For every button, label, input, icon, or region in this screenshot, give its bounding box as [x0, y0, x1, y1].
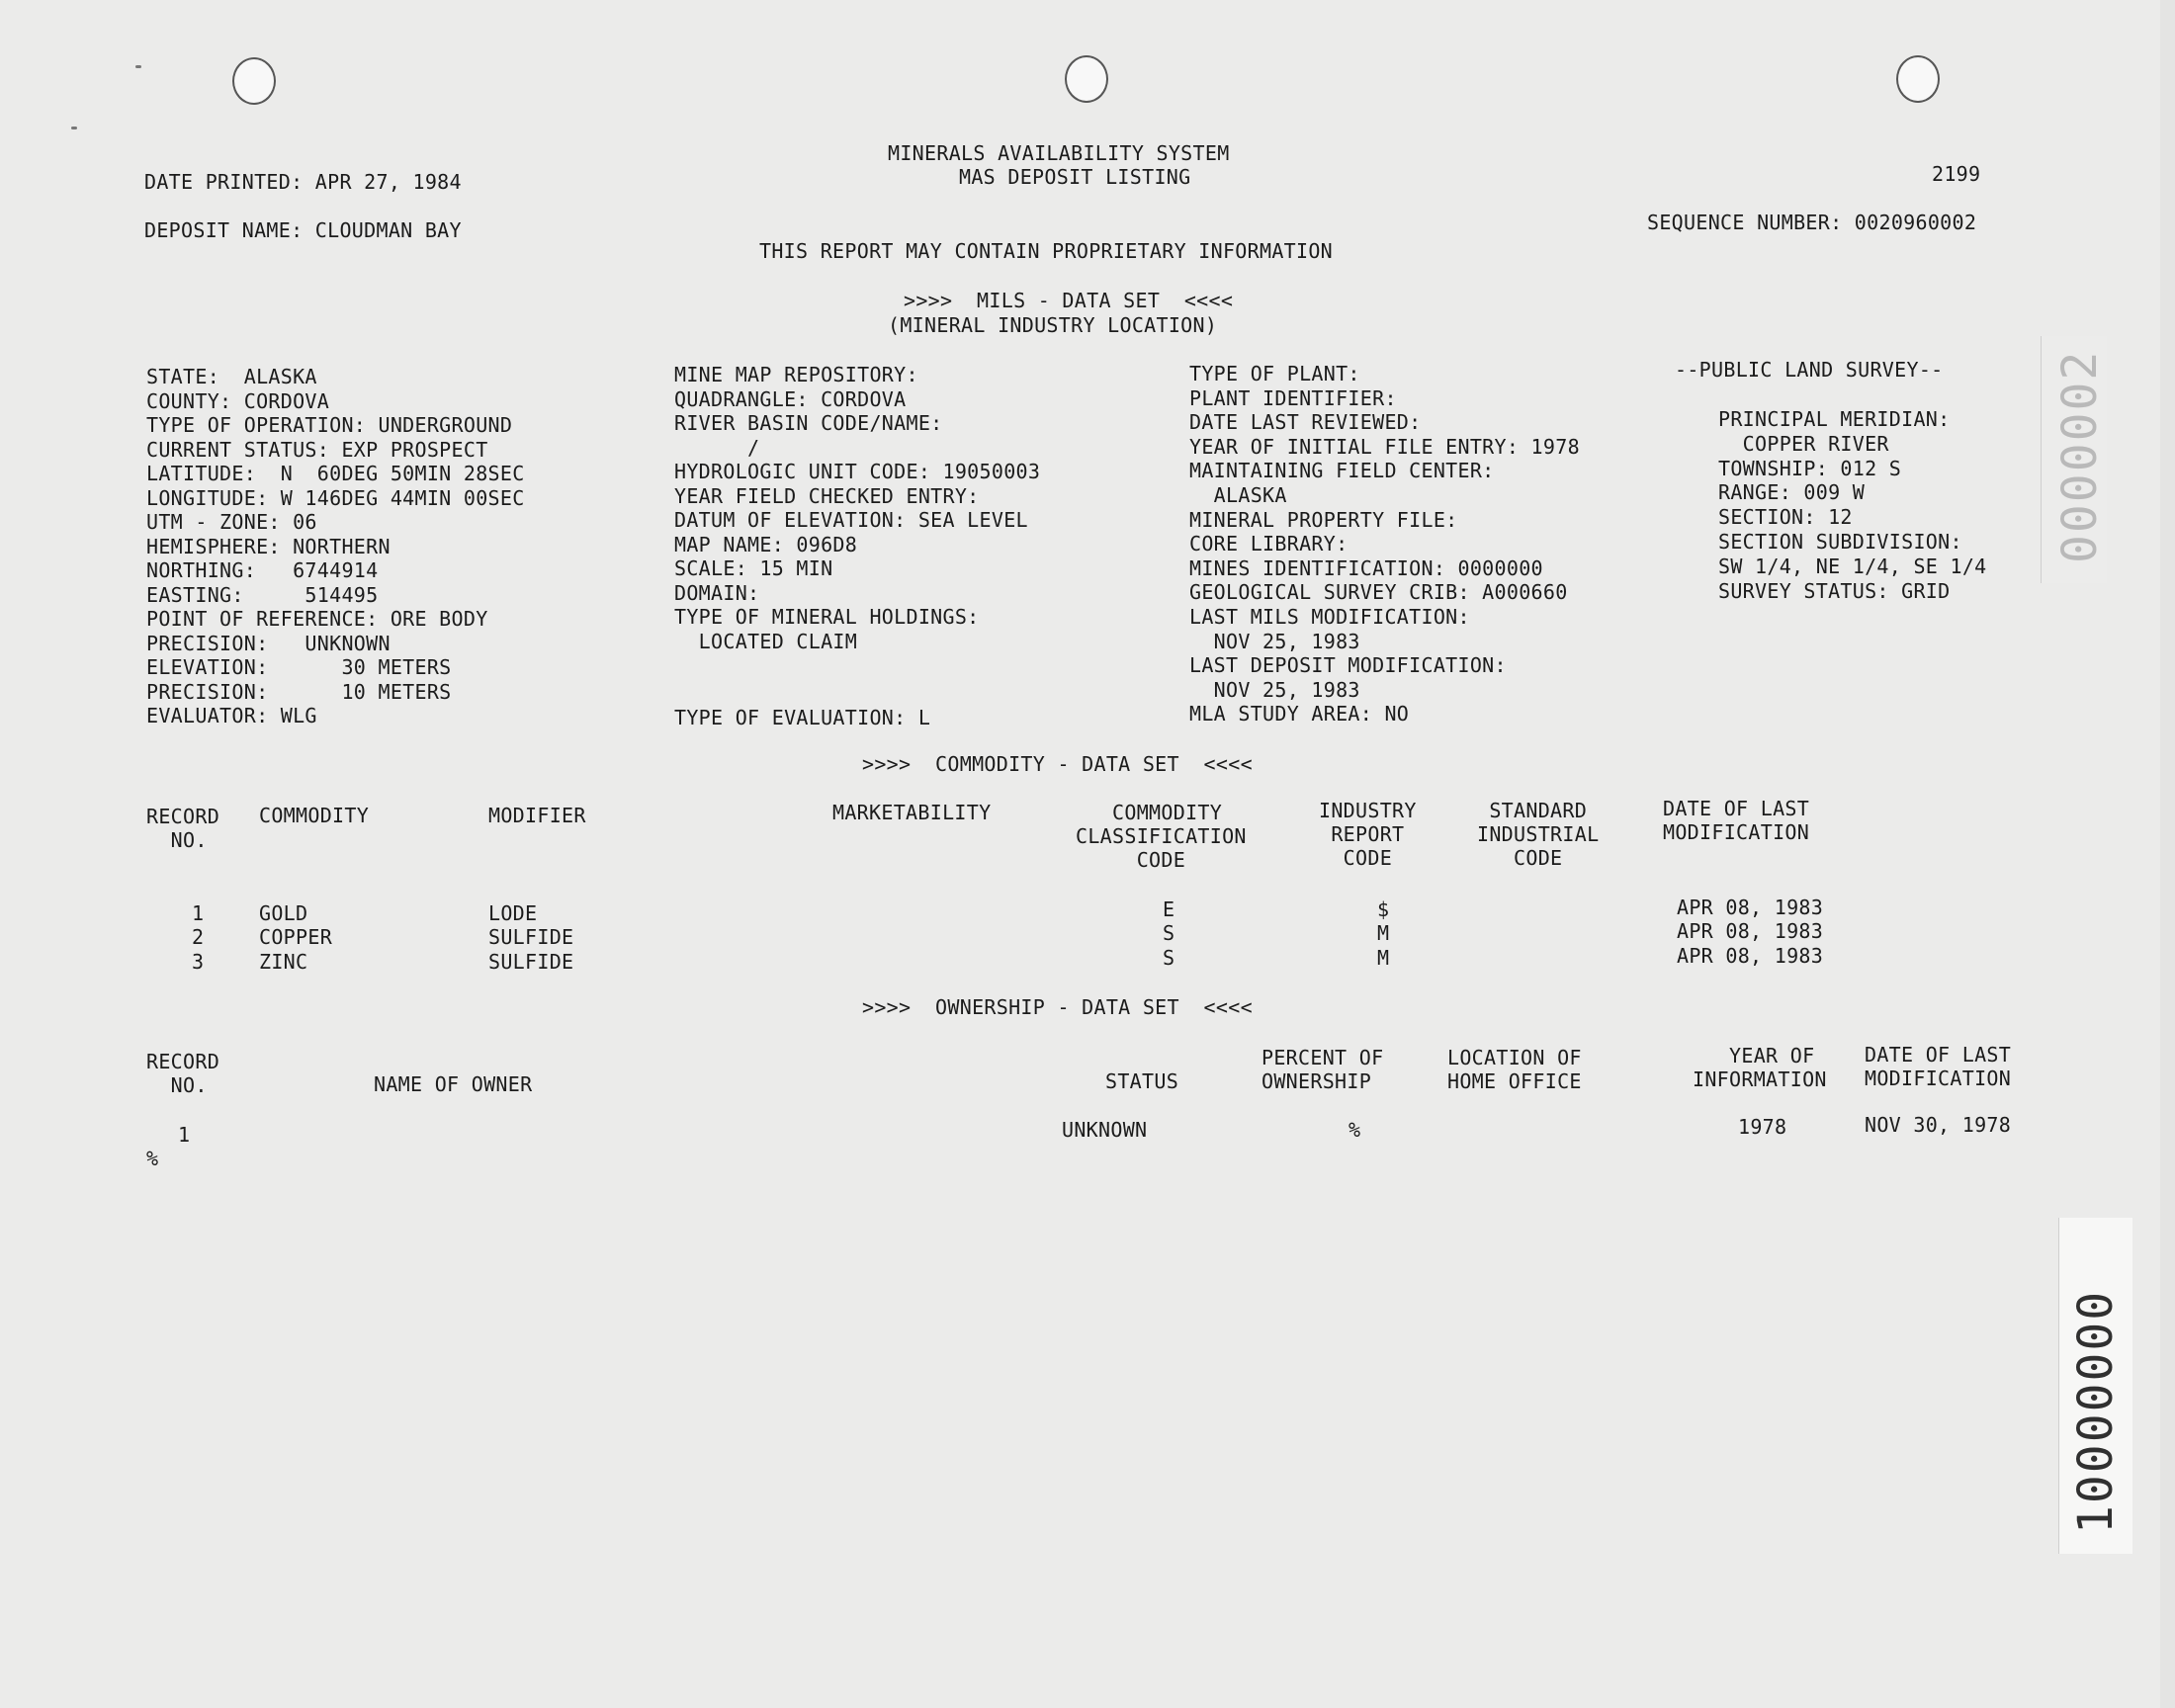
mils-field: DOMAIN:: [674, 580, 760, 605]
mils-field: LATITUDE: N 60DEG 50MIN 28SEC: [146, 462, 525, 485]
mils-field: ALASKA: [1189, 483, 1287, 507]
punch-hole-center: [1065, 55, 1108, 103]
mils-field: SW 1/4, NE 1/4, SE 1/4: [1718, 554, 1987, 578]
commodity-header-marketability: MARKETABILITY: [832, 801, 992, 824]
mils-field: COPPER RIVER: [1718, 431, 1889, 456]
ink-speck: [135, 65, 141, 68]
ownership-record-no: 1: [178, 1123, 191, 1147]
ownership-header-location: LOCATION OF HOME OFFICE: [1447, 1046, 1582, 1093]
mils-field: TYPE OF MINERAL HOLDINGS:: [674, 605, 980, 629]
commodity-date: APR 08, 1983: [1677, 919, 1824, 943]
commodity-date: APR 08, 1983: [1677, 944, 1824, 968]
commodity-header-record: RECORD NO.: [146, 805, 220, 852]
mils-field: YEAR OF INITIAL FILE ENTRY: 1978: [1189, 434, 1580, 459]
commodity-date: APR 08, 1983: [1677, 896, 1824, 919]
mils-field: YEAR FIELD CHECKED ENTRY:: [674, 483, 980, 508]
mils-field: NORTHING: 6744914: [146, 558, 379, 582]
page-edge: [2160, 0, 2175, 1708]
commodity-header-commodity: COMMODITY: [259, 804, 370, 827]
mils-field: NOV 25, 1983: [1189, 677, 1360, 702]
mils-field: TOWNSHIP: 012 S: [1718, 456, 1902, 480]
stamp-number-lower: 10000000: [2068, 1289, 2124, 1534]
punch-hole-right: [1896, 55, 1940, 103]
commodity-heading: >>>> COMMODITY - DATA SET <<<<: [862, 752, 1253, 776]
punch-hole-left: [232, 57, 276, 105]
mils-field: MAP NAME: 096D8: [674, 532, 858, 556]
mils-field: MAINTAINING FIELD CENTER:: [1189, 459, 1495, 483]
mils-field: LONGITUDE: W 146DEG 44MIN 00SEC: [146, 485, 525, 510]
mils-field: DATUM OF ELEVATION: SEA LEVEL: [674, 508, 1028, 532]
mils-field: EVALUATOR: WLG: [146, 704, 317, 727]
mils-field: POINT OF REFERENCE: ORE BODY: [146, 607, 488, 631]
commodity-header-classification: COMMODITY CLASSIFICATION CODE: [1076, 801, 1247, 872]
ownership-heading: >>>> OWNERSHIP - DATA SET <<<<: [862, 995, 1253, 1019]
mils-field: DATE LAST REVIEWED:: [1189, 410, 1422, 435]
commodity-header-industry-report: INDUSTRY REPORT CODE: [1319, 799, 1417, 870]
mils-field: PRECISION: UNKNOWN: [146, 631, 391, 655]
mils-field: SCALE: 15 MIN: [674, 556, 833, 580]
mils-field: ELEVATION: 30 METERS: [146, 655, 452, 679]
commodity-record-no: 3: [192, 950, 205, 974]
commodity-header-modifier: MODIFIER: [488, 804, 586, 827]
mils-field: PRECISION: 10 METERS: [146, 679, 452, 704]
commodity-name: GOLD: [259, 901, 308, 925]
ownership-date: NOV 30, 1978: [1865, 1113, 2012, 1137]
mils-field: HYDROLOGIC UNIT CODE: 19050003: [674, 460, 1041, 483]
commodity-report-code: M: [1377, 946, 1390, 970]
mils-field: GEOLOGICAL SURVEY CRIB: A000660: [1189, 580, 1568, 605]
commodity-class-code: S: [1163, 946, 1175, 970]
mils-field: LAST DEPOSIT MODIFICATION:: [1189, 653, 1507, 678]
mils-field: TYPE OF PLANT:: [1189, 362, 1360, 385]
mils-field: SURVEY STATUS: GRID: [1718, 578, 1951, 603]
mils-field: HEMISPHERE: NORTHERN: [146, 534, 391, 558]
date-printed: DATE PRINTED: APR 27, 1984: [144, 170, 462, 194]
stamp-number-upper: 0000002: [2052, 349, 2108, 563]
commodity-header-date: DATE OF LAST MODIFICATION: [1663, 797, 1810, 844]
ownership-header-name: NAME OF OWNER: [374, 1072, 533, 1096]
mils-field: SECTION: 12: [1718, 505, 1853, 530]
mils-field: TYPE OF OPERATION: UNDERGROUND: [146, 413, 513, 437]
ownership-percent: %: [1348, 1118, 1361, 1142]
mils-field: QUADRANGLE: CORDOVA: [674, 386, 907, 411]
deposit-name: DEPOSIT NAME: CLOUDMAN BAY: [144, 218, 462, 242]
listing-title: MAS DEPOSIT LISTING: [959, 165, 1191, 189]
proprietary-notice: THIS REPORT MAY CONTAIN PROPRIETARY INFORMATION: [759, 239, 1334, 263]
mils-subheading: (MINERAL INDUSTRY LOCATION): [888, 313, 1218, 337]
ownership-header-date: DATE OF LAST MODIFICATION: [1865, 1043, 2012, 1090]
mils-field: PRINCIPAL MERIDIAN:: [1718, 407, 1951, 431]
sequence-number: SEQUENCE NUMBER: 0020960002: [1647, 211, 1977, 234]
mils-field: EASTING: 514495: [146, 582, 379, 607]
commodity-record-no: 1: [192, 901, 205, 925]
commodity-modifier: SULFIDE: [488, 950, 574, 974]
commodity-header-sic: STANDARD INDUSTRIAL CODE: [1477, 799, 1600, 870]
mils-field: SECTION SUBDIVISION:: [1718, 530, 1962, 554]
ink-speck: [71, 127, 77, 129]
mils-field: LOCATED CLAIM: [674, 629, 858, 653]
ownership-header-status: STATUS: [1105, 1069, 1179, 1093]
mils-field: /: [674, 435, 760, 460]
mils-field: NOV 25, 1983: [1189, 629, 1360, 653]
mils-field: CURRENT STATUS: EXP PROSPECT: [146, 437, 488, 462]
mils-field: RIVER BASIN CODE/NAME:: [674, 411, 943, 435]
commodity-modifier: SULFIDE: [488, 925, 574, 949]
mils-field: COUNTY: CORDOVA: [146, 388, 330, 413]
ownership-percent-symbol: %: [146, 1147, 159, 1170]
system-title: MINERALS AVAILABILITY SYSTEM: [888, 141, 1230, 165]
ownership-status: UNKNOWN: [1062, 1118, 1148, 1142]
mils-field: MLA STUDY AREA: NO: [1189, 702, 1410, 726]
commodity-class-code: E: [1163, 897, 1175, 921]
mils-field: MINERAL PROPERTY FILE:: [1189, 507, 1458, 532]
commodity-report-code: M: [1377, 921, 1390, 945]
mils-field: MINE MAP REPOSITORY:: [674, 363, 918, 386]
mils-field: CORE LIBRARY:: [1189, 532, 1348, 556]
mils-field: MINES IDENTIFICATION: 0000000: [1189, 555, 1543, 580]
ownership-header-year: YEAR OF INFORMATION: [1693, 1044, 1827, 1091]
mils-field: PLANT IDENTIFIER:: [1189, 385, 1397, 410]
public-land-survey-heading: --PUBLIC LAND SURVEY--: [1675, 358, 1944, 382]
commodity-record-no: 2: [192, 925, 205, 949]
type-of-evaluation: TYPE OF EVALUATION: L: [674, 706, 931, 729]
mils-field: STATE: ALASKA: [146, 365, 317, 388]
ownership-year: 1978: [1738, 1115, 1787, 1139]
ownership-header-percent: PERCENT OF OWNERSHIP: [1262, 1046, 1384, 1093]
commodity-class-code: S: [1163, 921, 1175, 945]
mils-field: LAST MILS MODIFICATION:: [1189, 605, 1470, 629]
commodity-name: ZINC: [259, 950, 308, 974]
mils-heading: >>>> MILS - DATA SET <<<<: [904, 289, 1234, 312]
commodity-modifier: LODE: [488, 901, 538, 925]
mils-field: UTM - ZONE: 06: [146, 510, 317, 534]
commodity-name: COPPER: [259, 925, 333, 949]
mils-field: RANGE: 009 W: [1718, 480, 1866, 505]
commodity-report-code: $: [1377, 897, 1390, 921]
ownership-header-record: RECORD NO.: [146, 1050, 220, 1097]
page-number: 2199: [1932, 162, 1981, 186]
